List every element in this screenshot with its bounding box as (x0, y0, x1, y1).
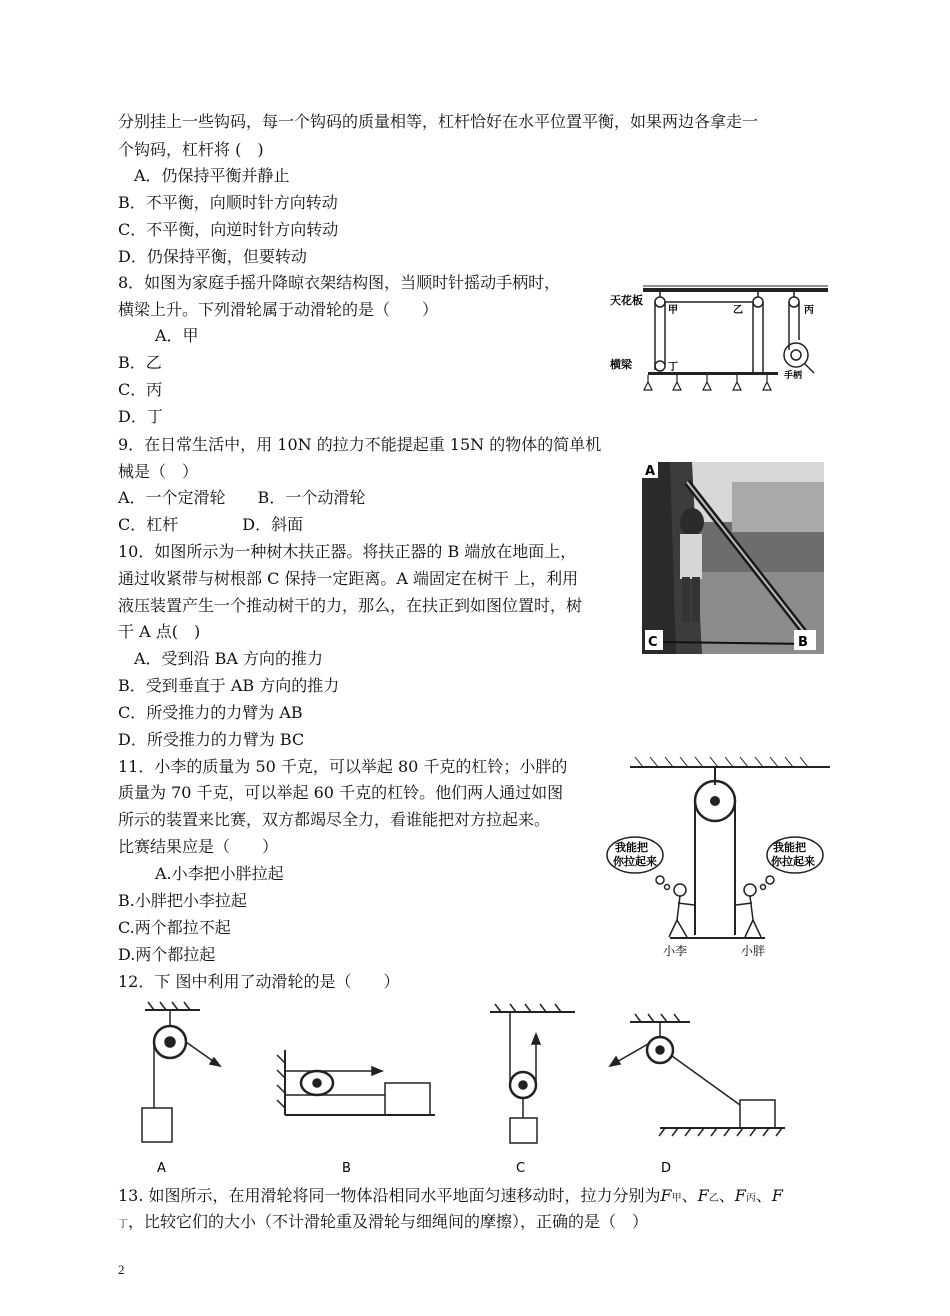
pulley-contest-figure (605, 755, 830, 960)
question-13-text: 13. 如图所示，在用滑轮将同一物体沿相同水平地面匀速移动时，拉力分别为 (118, 1186, 661, 1205)
force-sub: 乙 (708, 1193, 719, 1204)
option-a: A．仍保持平衡并静止 (134, 166, 290, 185)
diagram-d-label: D (661, 1161, 672, 1176)
option-b: B．不平衡，向顺时针方向转动 (118, 193, 338, 212)
question-8: 8．如图为家庭手摇升降晾衣架结构图，当顺时针摇动手柄时， (118, 273, 561, 292)
text-line: 个钩码，杠杆将 ( ) (118, 140, 264, 159)
bubble-left-line2: 你拉起来 (613, 855, 657, 868)
option-c: C．不平衡，向逆时针方向转动 (118, 220, 339, 239)
text-line: 分别挂上一些钩码，每一个钩码的质量相等，杠杆恰好在水平位置平衡，如果两边各拿走一 (118, 112, 759, 131)
option-d: D．丁 (118, 407, 163, 426)
option-d: D．所受推力的力臂为 BC (118, 730, 305, 749)
page-number: 2 (118, 1262, 125, 1277)
force-symbol: F (734, 1186, 746, 1205)
tree-straightener-photo (642, 462, 824, 654)
bubble-right-line1: 我能把 (773, 841, 806, 854)
question-11: 11．小李的质量为 50 千克，可以举起 80 千克的杠铃；小胖的 (118, 757, 568, 776)
force-sub: 丁 (118, 1219, 128, 1230)
point-a-label: A (645, 464, 656, 479)
question-10: 10．如图所示为一种树木扶正器。将扶正器的 B 端放在地面上， (118, 542, 577, 561)
diagram-a (142, 1002, 220, 1142)
question-13 (118, 1186, 783, 1209)
diagram-c-label: C (516, 1161, 526, 1176)
diagram-c (490, 1004, 575, 1143)
bubble-left-line1: 我能把 (615, 841, 648, 854)
diagram-a-label: A (157, 1161, 166, 1176)
option-b: B.小胖把小李拉起 (118, 891, 247, 910)
person-left-label: 小李 (663, 944, 688, 958)
option-b: B．受到垂直于 AB 方向的推力 (118, 676, 340, 695)
option-c: C．所受推力的力臂为 AB (118, 703, 303, 722)
question-10-cont: 液压装置产生一个推动树干的力，那么，在扶正到如图位置时，树 (118, 596, 583, 615)
pulley-options-figure (120, 1000, 790, 1178)
point-c-label: C (648, 635, 658, 650)
pulley-yi-label: 乙 (733, 305, 743, 316)
options-cd: C．杠杆 D．斜面 (118, 515, 304, 534)
pulley-ding-label: 丁 (668, 362, 678, 373)
beam-label: 横梁 (610, 358, 632, 371)
question-11-cont: 比赛结果应是（ ） (118, 837, 279, 856)
point-b-label: B (798, 635, 808, 650)
option-d: D.两个都拉起 (118, 945, 216, 964)
separator: 、 (755, 1186, 772, 1205)
hangers (644, 375, 771, 390)
handle-label: 手柄 (784, 371, 803, 381)
force-symbol: F (697, 1186, 709, 1205)
options-ab: A．一个定滑轮 B．一个动滑轮 (118, 488, 366, 507)
question-9-cont: 械是（ ） (118, 462, 199, 481)
option-b: B．乙 (118, 353, 162, 372)
force-symbol: F (660, 1186, 672, 1205)
question-11-cont: 质量为 70 千克，可以举起 60 千克的杠铃。他们两人通过如图 (118, 783, 564, 802)
question-10-cont: 通过收紧带与树根部 C 保持一定距离。A 端固定在树干 上，利用 (118, 569, 579, 588)
diagram-b (277, 1050, 435, 1115)
force-sub: 丙 (745, 1193, 756, 1204)
option-c: C.两个都拉不起 (118, 918, 231, 937)
question-11-cont: 所示的装置来比赛，双方都竭尽全力，看谁能把对方拉起来。 (118, 810, 551, 829)
option-a: A．受到沿 BA 方向的推力 (134, 649, 324, 668)
diagram-d (610, 1014, 785, 1136)
option-a: A．甲 (155, 326, 199, 345)
force-sub: 甲 (671, 1193, 682, 1204)
option-c: C．丙 (118, 380, 163, 399)
option-d: D．仍保持平衡，但要转动 (118, 247, 307, 266)
ceiling-label: 天花板 (610, 294, 643, 307)
separator: 、 (681, 1186, 698, 1205)
question-9: 9．在日常生活中，用 10N 的拉力不能提起重 15N 的物体的简单机 (118, 435, 602, 454)
bubble-right-line2: 你拉起来 (771, 855, 815, 868)
clothes-rack-figure (608, 280, 833, 405)
person-right-label: 小胖 (741, 944, 766, 958)
question-13-text: ，比较它们的大小（不计滑轮重及滑轮与细绳间的摩擦），正确的是（ ） (128, 1212, 649, 1231)
diagram-b-label: B (342, 1161, 351, 1176)
pulley-bing-label: 丙 (804, 305, 814, 316)
option-a: A.小李把小胖拉起 (155, 864, 284, 883)
pulley-jia-label: 甲 (668, 305, 678, 316)
question-13-cont (118, 1212, 648, 1235)
question-10-cont: 干 A 点( ) (118, 622, 201, 641)
force-symbol: F (771, 1186, 784, 1205)
question-12: 12．下 图中利用了动滑轮的是（ ） (118, 972, 400, 991)
separator: 、 (718, 1186, 735, 1205)
question-8-cont: 横梁上升。下列滑轮属于动滑轮的是（ ） (118, 300, 439, 319)
